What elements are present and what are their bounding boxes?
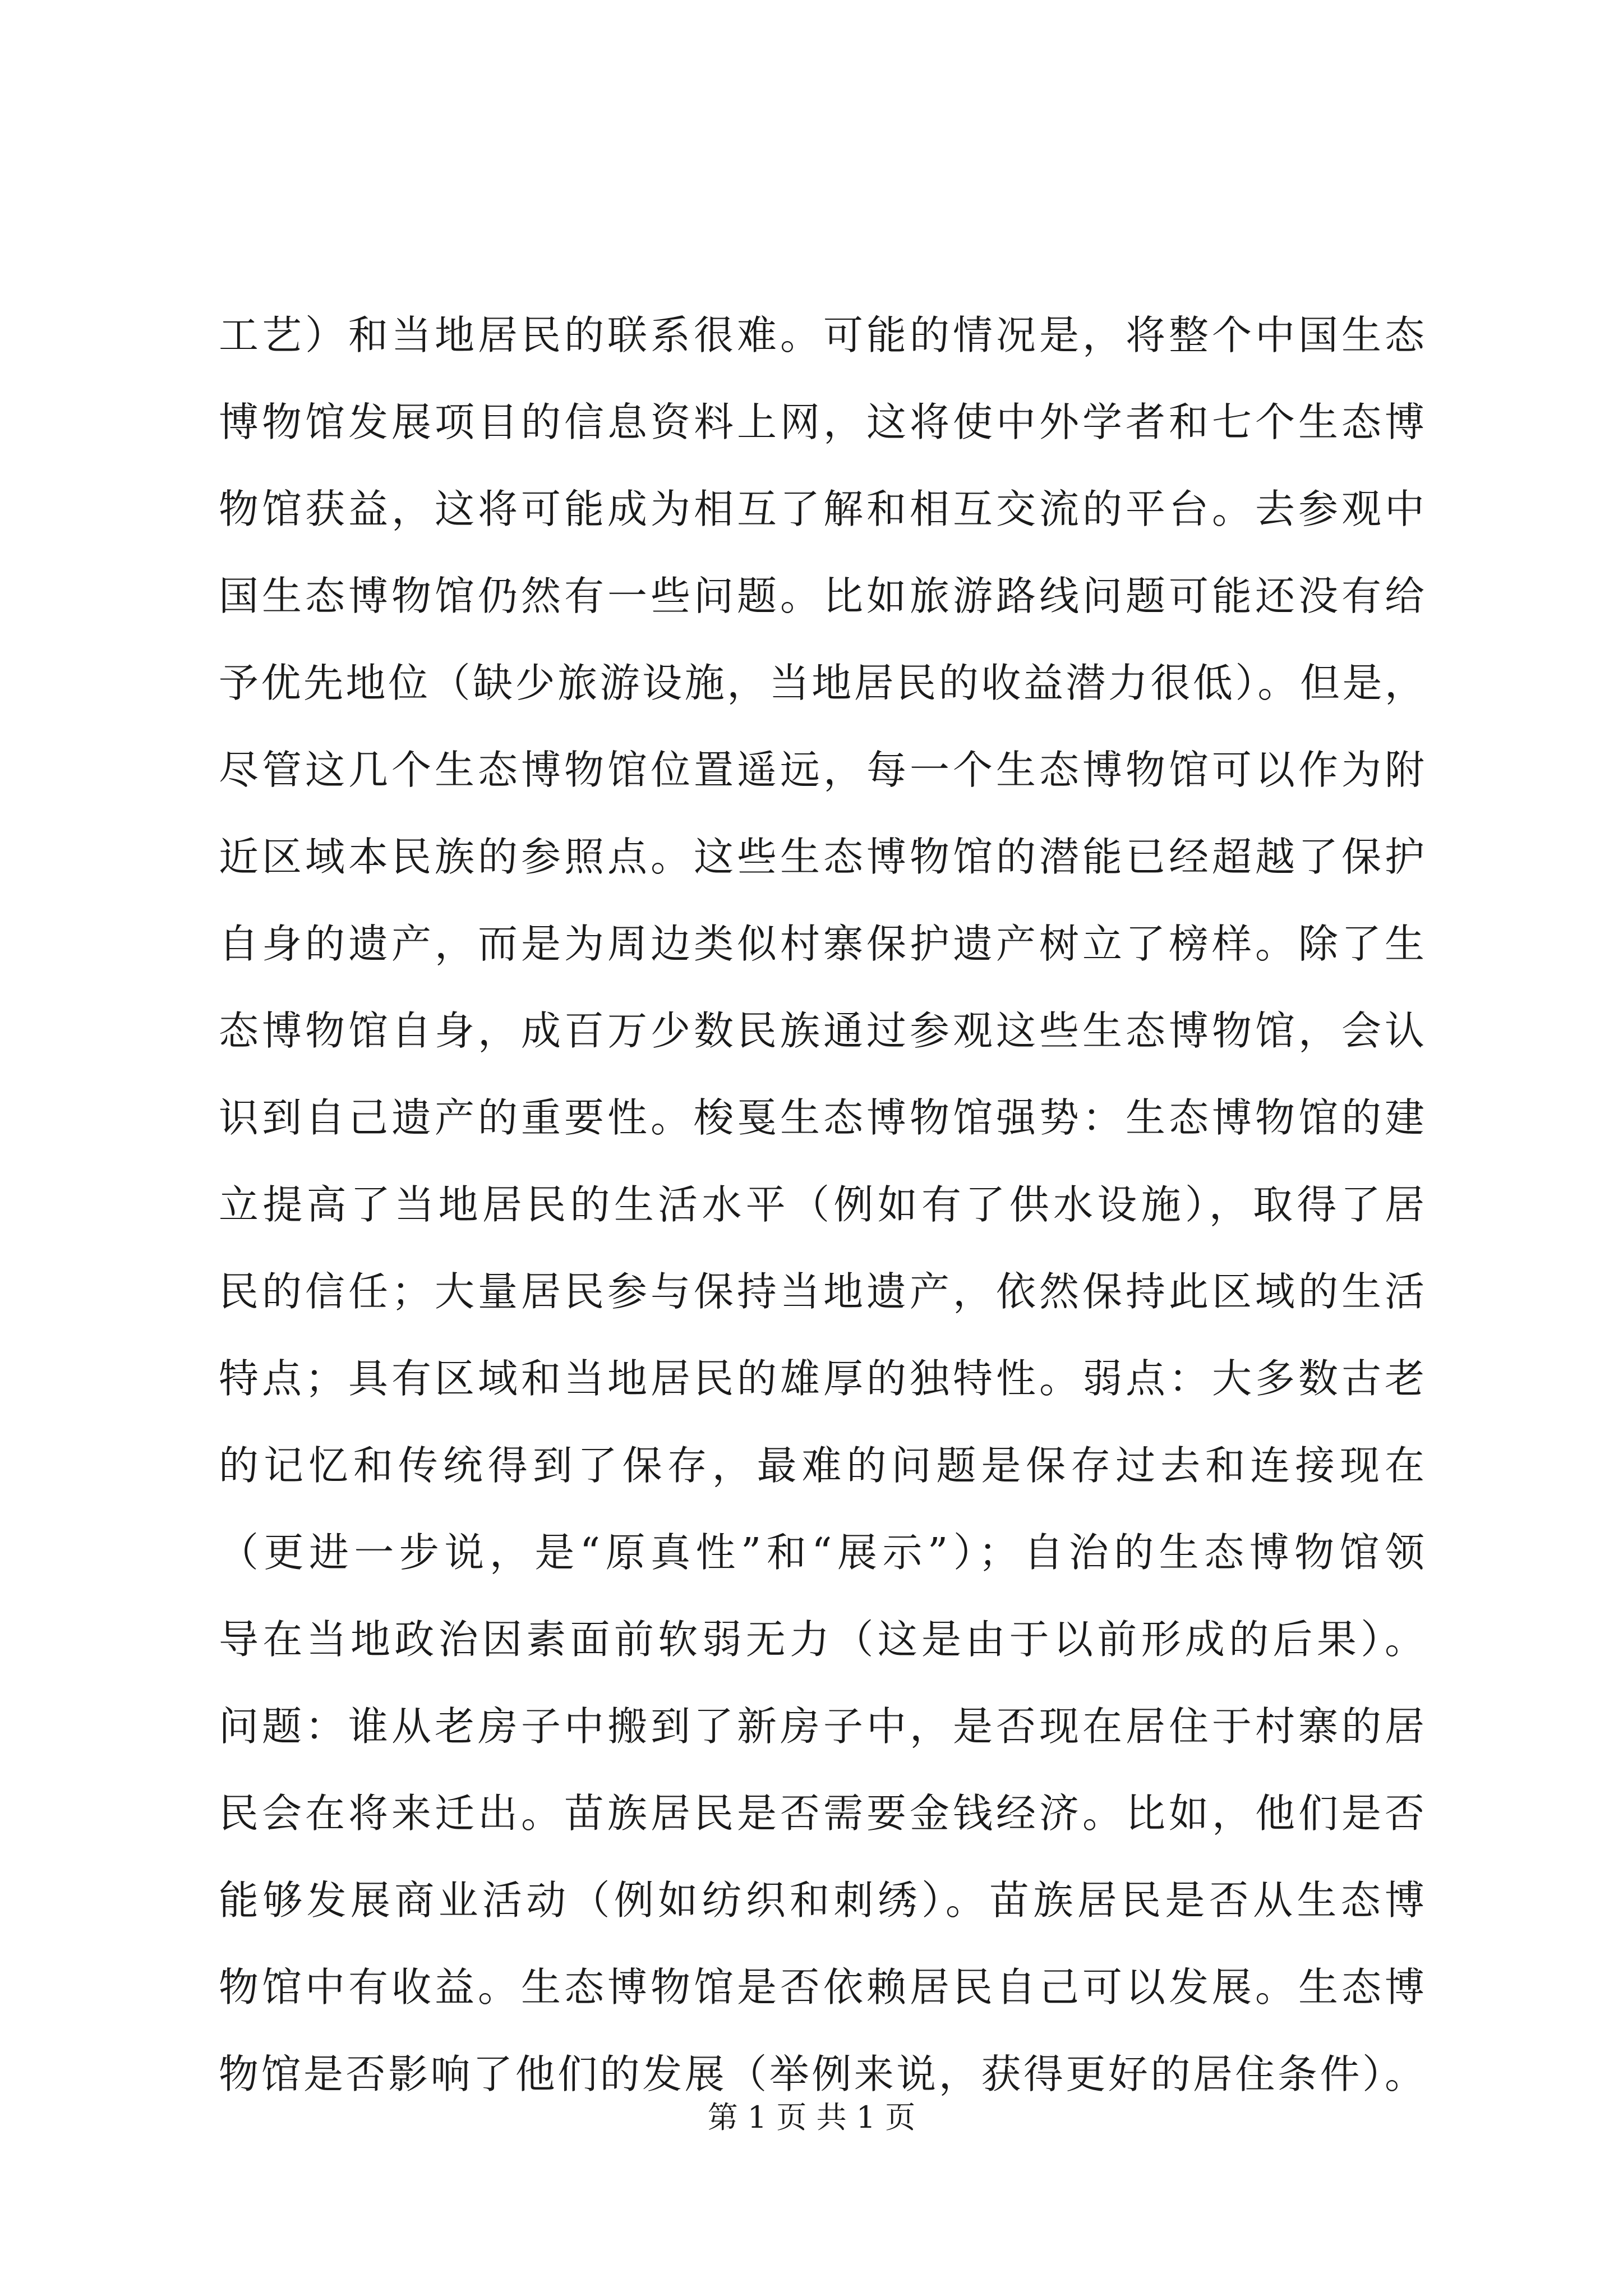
text-line: 予优先地位（缺少旅游设施，当地居民的收益潜力很低）。但是， xyxy=(219,660,1424,706)
text-line: 特点；具有区域和当地居民的雄厚的独特性。弱点：大多数古老 xyxy=(219,1355,1424,1402)
page-number-label: 第 1 页 共 1 页 xyxy=(707,2100,916,2135)
text-line: 工艺）和当地居民的联系很难。可能的情况是，将整个中国生态 xyxy=(219,312,1424,358)
text-line: 民的信任；大量居民参与保持当地遗产，依然保持此区域的生活 xyxy=(219,1268,1424,1315)
text-line: 立提高了当地居民的生活水平（例如有了供水设施），取得了居 xyxy=(219,1181,1424,1228)
body-paragraph xyxy=(219,292,1424,2118)
text-line: 的记忆和传统得到了保存，最难的问题是保存过去和连接现在 xyxy=(219,1442,1424,1489)
text-line: 物馆获益，这将可能成为相互了解和相互交流的平台。去参观中 xyxy=(219,486,1424,532)
text-line: 物馆中有收益。生态博物馆是否依赖居民自己可以发展。生态博 xyxy=(219,1964,1424,2010)
text-line: 物馆是否影响了他们的发展（举例来说，获得更好的居住条件）。 xyxy=(219,2051,1424,2097)
text-line: 尽管这几个生态博物馆位置遥远，每一个生态博物馆可以作为附 xyxy=(219,747,1424,793)
text-line: 国生态博物馆仍然有一些问题。比如旅游路线问题可能还没有给 xyxy=(219,573,1424,619)
text-line: 能够发展商业活动（例如纺织和刺绣）。苗族居民是否从生态博 xyxy=(219,1877,1424,1924)
text-line: 民会在将来迁出。苗族居民是否需要金钱经济。比如，他们是否 xyxy=(219,1790,1424,1837)
text-line: 态博物馆自身，成百万少数民族通过参观这些生态博物馆，会认 xyxy=(219,1007,1424,1054)
text-line: 识到自己遗产的重要性。梭戛生态博物馆强势：生态博物馆的建 xyxy=(219,1094,1424,1141)
text-line: 博物馆发展项目的信息资料上网，这将使中外学者和七个生态博 xyxy=(219,399,1424,445)
text-line: 导在当地政治因素面前软弱无力（这是由于以前形成的后果）。 xyxy=(219,1616,1424,1663)
text-line: 问题：谁从老房子中搬到了新房子中，是否现在居住于村寨的居 xyxy=(219,1703,1424,1750)
text-line: （更进一步说，是“原真性”和“展示”）；自治的生态博物馆领 xyxy=(219,1529,1424,1576)
text-line: 自身的遗产，而是为周边类似村寨保护遗产树立了榜样。除了生 xyxy=(219,921,1424,967)
page-footer xyxy=(0,2095,1623,2140)
text-line: 近区域本民族的参照点。这些生态博物馆的潜能已经超越了保护 xyxy=(219,834,1424,880)
